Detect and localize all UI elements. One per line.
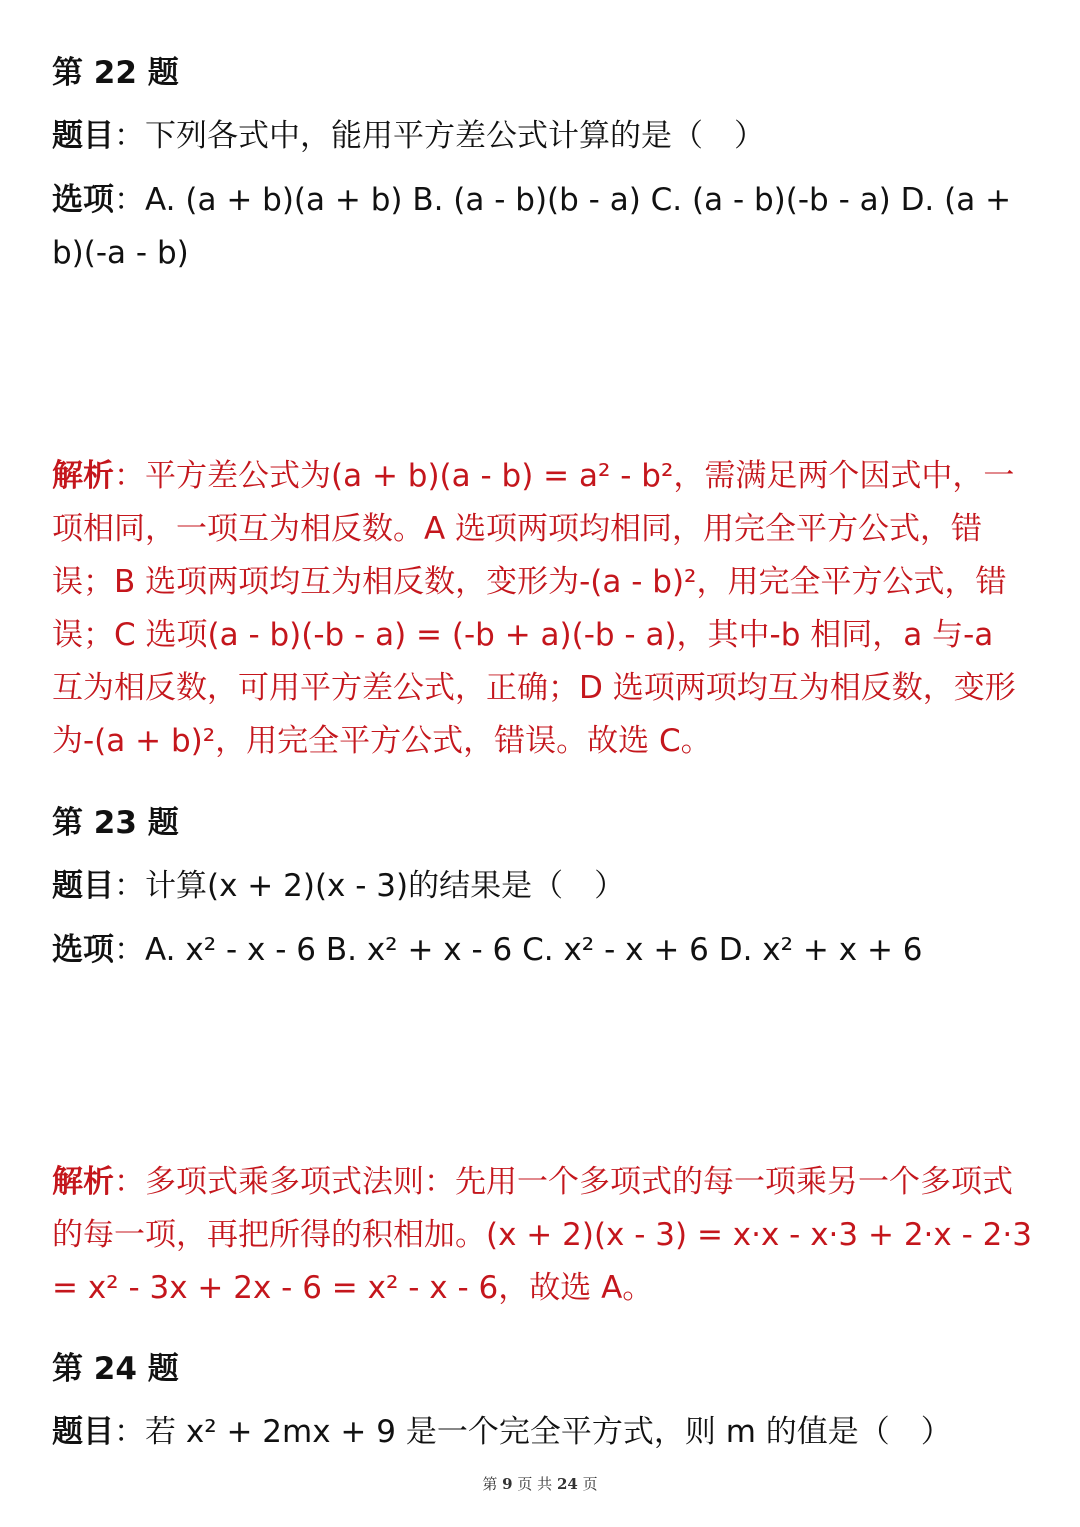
question-stem	[52, 110, 1032, 163]
question-stem	[52, 860, 1032, 913]
question-analysis	[52, 450, 1032, 768]
question-analysis	[52, 1156, 1032, 1315]
stem-label: 题目	[52, 868, 114, 904]
question-options	[52, 924, 1032, 977]
footer-page-number: 9	[502, 1475, 513, 1493]
stem-text: 若 x² + 2mx + 9 是一个完全平方式，则 m 的值是（ ）	[145, 1414, 952, 1450]
analysis-text: 平方差公式为(a + b)(a - b) = a² - b²，需满足两个因式中，一项相同，一项互为相反数。A 选项两项均相同，用完全平方公式，错误；B 选项两项均互为相反数，变形为-(a - b)²，用完全平方公式，错误；C 选项(a - b)(-b - a) = (-b + a)(-b - a)，其中-b 相同，a 与-a 互为相反数，可用平方差公式，正确；D 选项两项均互为相反数，变形为-(a + b)²，用完全平方公式，错误。故选 C。	[52, 458, 1016, 759]
options-label: 选项	[52, 932, 114, 968]
question-title: 第 22 题	[52, 55, 179, 91]
analysis-label: 解析	[52, 458, 114, 494]
analysis-separator: ：	[114, 458, 145, 494]
analysis-label: 解析	[52, 1164, 114, 1200]
footer-middle: 页 共	[517, 1475, 553, 1493]
page-footer	[0, 1474, 1080, 1494]
question-title: 第 24 题	[52, 1351, 179, 1387]
stem-separator: ：	[114, 1414, 145, 1450]
stem-text: 计算(x + 2)(x - 3)的结果是（ ）	[145, 868, 626, 904]
stem-text: 下列各式中，能用平方差公式计算的是（ ）	[145, 118, 765, 154]
question-title: 第 23 题	[52, 805, 179, 841]
options-text: A. (a + b)(a + b) B. (a - b)(b - a) C. (a - b)(-b - a) D. (a + b)(-a - b)	[52, 182, 1012, 271]
footer-total-pages: 24	[556, 1475, 578, 1493]
question-options	[52, 174, 1032, 280]
footer-prefix: 第	[482, 1475, 498, 1493]
options-label: 选项	[52, 182, 114, 218]
analysis-separator: ：	[114, 1164, 145, 1200]
footer-suffix: 页	[582, 1475, 598, 1493]
analysis-text: 多项式乘多项式法则：先用一个多项式的每一项乘另一个多项式的每一项，再把所得的积相加。(x + 2)(x - 3) = x·x - x·3 + 2·x - 2·3 = x² - 3x + 2x - 6 = x² - x - 6，故选 A。	[52, 1164, 1032, 1306]
options-separator: ：	[114, 932, 145, 968]
stem-label: 题目	[52, 1414, 114, 1450]
stem-separator: ：	[114, 118, 145, 154]
options-separator: ：	[114, 182, 145, 218]
question-stem	[52, 1406, 1032, 1459]
stem-separator: ：	[114, 868, 145, 904]
stem-label: 题目	[52, 118, 114, 154]
options-text: A. x² - x - 6 B. x² + x - 6 C. x² - x + 6 D. x² + x + 6	[145, 932, 923, 968]
